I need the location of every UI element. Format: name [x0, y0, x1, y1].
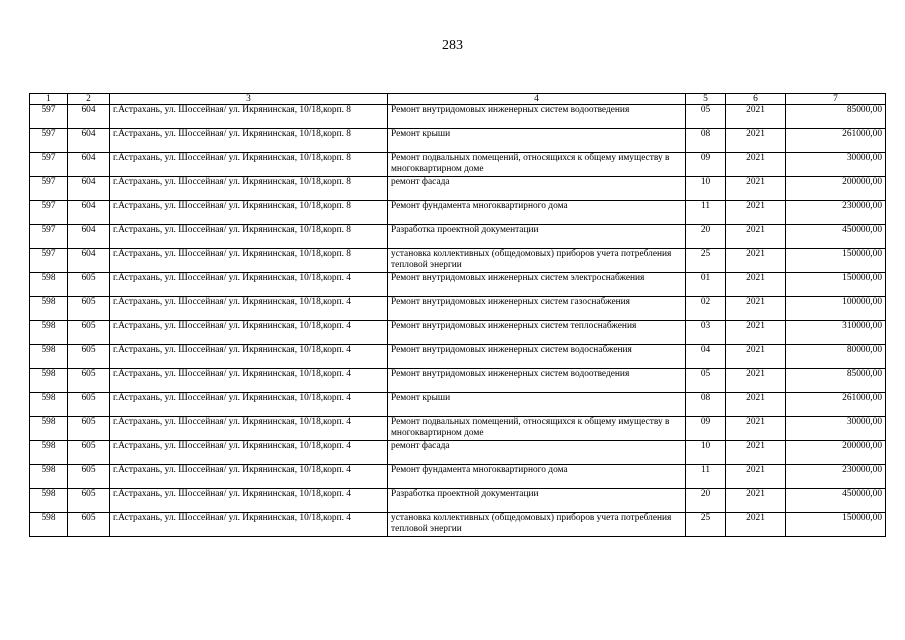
work-type-cell: Ремонт крыши: [388, 393, 686, 417]
cost-cell: 80000,00: [786, 345, 886, 369]
record-number: 597: [30, 105, 68, 129]
year-cell: 2021: [726, 369, 786, 393]
year-cell: 2021: [726, 417, 786, 441]
record-number: 598: [30, 345, 68, 369]
table-row: [30, 249, 886, 273]
address-cell: г.Астрахань, ул. Шоссейная/ ул. Икрянинская, 10/18,корп. 4: [110, 369, 388, 393]
work-code: 25: [686, 249, 726, 273]
work-code: 09: [686, 153, 726, 177]
year-cell: 2021: [726, 321, 786, 345]
work-code: 25: [686, 513, 726, 537]
work-type-cell: Ремонт фундамента многоквартирного дома: [388, 201, 686, 225]
work-code: 02: [686, 297, 726, 321]
cost-cell: 261000,00: [786, 129, 886, 153]
year-cell: 2021: [726, 273, 786, 297]
address-cell: г.Астрахань, ул. Шоссейная/ ул. Икрянинская, 10/18,корп. 8: [110, 105, 388, 129]
work-code: 04: [686, 345, 726, 369]
work-type-cell: ремонт фасада: [388, 177, 686, 201]
object-number: 605: [68, 321, 110, 345]
cost-cell: 85000,00: [786, 105, 886, 129]
object-number: 604: [68, 249, 110, 273]
table-row: [30, 297, 886, 321]
work-type-cell: Разработка проектной документации: [388, 489, 686, 513]
object-number: 605: [68, 273, 110, 297]
record-number: 597: [30, 249, 68, 273]
table-row: [30, 321, 886, 345]
record-number: 598: [30, 465, 68, 489]
work-code: 08: [686, 393, 726, 417]
record-number: 597: [30, 201, 68, 225]
table-row: [30, 129, 886, 153]
table-row: [30, 345, 886, 369]
record-number: 598: [30, 441, 68, 465]
cost-cell: 450000,00: [786, 225, 886, 249]
col-7-header: 7: [786, 94, 886, 105]
col-2-header: 2: [68, 94, 110, 105]
record-number: 597: [30, 177, 68, 201]
year-cell: 2021: [726, 177, 786, 201]
address-cell: г.Астрахань, ул. Шоссейная/ ул. Икрянинская, 10/18,корп. 8: [110, 249, 388, 273]
table-row: [30, 441, 886, 465]
cost-cell: 150000,00: [786, 513, 886, 537]
work-code: 11: [686, 201, 726, 225]
cost-cell: 450000,00: [786, 489, 886, 513]
year-cell: 2021: [726, 489, 786, 513]
cost-cell: 100000,00: [786, 297, 886, 321]
work-code: 05: [686, 105, 726, 129]
table-row: [30, 513, 886, 537]
work-type-cell: установка коллективных (общедомовых) приборов учета потребления тепловой энергии: [388, 249, 686, 273]
object-number: 605: [68, 345, 110, 369]
cost-cell: 30000,00: [786, 417, 886, 441]
work-code: 20: [686, 489, 726, 513]
address-cell: г.Астрахань, ул. Шоссейная/ ул. Икрянинская, 10/18,корп. 4: [110, 441, 388, 465]
address-cell: г.Астрахань, ул. Шоссейная/ ул. Икрянинская, 10/18,корп. 4: [110, 393, 388, 417]
address-cell: г.Астрахань, ул. Шоссейная/ ул. Икрянинская, 10/18,корп. 4: [110, 321, 388, 345]
record-number: 597: [30, 225, 68, 249]
object-number: 605: [68, 297, 110, 321]
cost-cell: 150000,00: [786, 249, 886, 273]
object-number: 605: [68, 369, 110, 393]
object-number: 604: [68, 201, 110, 225]
repair-plan-table: [29, 93, 886, 537]
address-cell: г.Астрахань, ул. Шоссейная/ ул. Икрянинская, 10/18,корп. 8: [110, 225, 388, 249]
cost-cell: 230000,00: [786, 201, 886, 225]
year-cell: 2021: [726, 249, 786, 273]
year-cell: 2021: [726, 105, 786, 129]
header-row: [30, 94, 886, 105]
record-number: 598: [30, 297, 68, 321]
cost-cell: 30000,00: [786, 153, 886, 177]
object-number: 604: [68, 129, 110, 153]
table-row: [30, 369, 886, 393]
year-cell: 2021: [726, 513, 786, 537]
table-row: [30, 201, 886, 225]
address-cell: г.Астрахань, ул. Шоссейная/ ул. Икрянинская, 10/18,корп. 8: [110, 129, 388, 153]
year-cell: 2021: [726, 393, 786, 417]
record-number: 598: [30, 393, 68, 417]
object-number: 604: [68, 153, 110, 177]
table-row: [30, 417, 886, 441]
table-row: [30, 273, 886, 297]
table-row: [30, 153, 886, 177]
object-number: 604: [68, 177, 110, 201]
table-row: [30, 177, 886, 201]
address-cell: г.Астрахань, ул. Шоссейная/ ул. Икрянинская, 10/18,корп. 4: [110, 297, 388, 321]
work-code: 09: [686, 417, 726, 441]
work-type-cell: Ремонт внутридомовых инженерных систем водоотведения: [388, 369, 686, 393]
record-number: 598: [30, 489, 68, 513]
work-code: 03: [686, 321, 726, 345]
record-number: 597: [30, 153, 68, 177]
cost-cell: 200000,00: [786, 441, 886, 465]
cost-cell: 85000,00: [786, 369, 886, 393]
object-number: 605: [68, 465, 110, 489]
object-number: 604: [68, 225, 110, 249]
table-body: [30, 105, 886, 537]
table-row: [30, 393, 886, 417]
address-cell: г.Астрахань, ул. Шоссейная/ ул. Икрянинская, 10/18,корп. 4: [110, 273, 388, 297]
table-row: [30, 465, 886, 489]
cost-cell: 261000,00: [786, 393, 886, 417]
cost-cell: 310000,00: [786, 321, 886, 345]
col-6-header: 6: [726, 94, 786, 105]
work-code: 10: [686, 441, 726, 465]
object-number: 605: [68, 489, 110, 513]
record-number: 597: [30, 129, 68, 153]
address-cell: г.Астрахань, ул. Шоссейная/ ул. Икрянинская, 10/18,корп. 8: [110, 153, 388, 177]
table-row: [30, 489, 886, 513]
address-cell: г.Астрахань, ул. Шоссейная/ ул. Икрянинская, 10/18,корп. 4: [110, 465, 388, 489]
year-cell: 2021: [726, 297, 786, 321]
cost-cell: 200000,00: [786, 177, 886, 201]
work-type-cell: Ремонт внутридомовых инженерных систем газоснабжения: [388, 297, 686, 321]
work-type-cell: Ремонт внутридомовых инженерных систем водоотведения: [388, 105, 686, 129]
address-cell: г.Астрахань, ул. Шоссейная/ ул. Икрянинская, 10/18,корп. 4: [110, 513, 388, 537]
col-5-header: 5: [686, 94, 726, 105]
year-cell: 2021: [726, 465, 786, 489]
record-number: 598: [30, 513, 68, 537]
work-code: 01: [686, 273, 726, 297]
col-4-header: 4: [388, 94, 686, 105]
work-type-cell: Ремонт внутридомовых инженерных систем электроснабжения: [388, 273, 686, 297]
year-cell: 2021: [726, 441, 786, 465]
work-code: 05: [686, 369, 726, 393]
table-row: [30, 105, 886, 129]
address-cell: г.Астрахань, ул. Шоссейная/ ул. Икрянинская, 10/18,корп. 4: [110, 417, 388, 441]
work-type-cell: Ремонт подвальных помещений, относящихся к общему имуществу в многоквартирном доме: [388, 153, 686, 177]
year-cell: 2021: [726, 225, 786, 249]
table-row: [30, 225, 886, 249]
work-type-cell: Ремонт внутридомовых инженерных систем водоснабжения: [388, 345, 686, 369]
col-1-header: 1: [30, 94, 68, 105]
work-code: 20: [686, 225, 726, 249]
year-cell: 2021: [726, 153, 786, 177]
work-type-cell: Ремонт крыши: [388, 129, 686, 153]
address-cell: г.Астрахань, ул. Шоссейная/ ул. Икрянинская, 10/18,корп. 4: [110, 489, 388, 513]
object-number: 605: [68, 441, 110, 465]
record-number: 598: [30, 321, 68, 345]
work-type-cell: ремонт фасада: [388, 441, 686, 465]
page-number: 283: [442, 38, 463, 53]
work-code: 10: [686, 177, 726, 201]
col-3-header: 3: [110, 94, 388, 105]
work-code: 08: [686, 129, 726, 153]
year-cell: 2021: [726, 201, 786, 225]
object-number: 605: [68, 417, 110, 441]
year-cell: 2021: [726, 129, 786, 153]
work-type-cell: Разработка проектной документации: [388, 225, 686, 249]
work-type-cell: Ремонт фундамента многоквартирного дома: [388, 465, 686, 489]
object-number: 605: [68, 393, 110, 417]
address-cell: г.Астрахань, ул. Шоссейная/ ул. Икрянинская, 10/18,корп. 8: [110, 201, 388, 225]
cost-cell: 150000,00: [786, 273, 886, 297]
record-number: 598: [30, 369, 68, 393]
record-number: 598: [30, 417, 68, 441]
year-cell: 2021: [726, 345, 786, 369]
address-cell: г.Астрахань, ул. Шоссейная/ ул. Икрянинская, 10/18,корп. 8: [110, 177, 388, 201]
address-cell: г.Астрахань, ул. Шоссейная/ ул. Икрянинская, 10/18,корп. 4: [110, 345, 388, 369]
work-code: 11: [686, 465, 726, 489]
object-number: 605: [68, 513, 110, 537]
work-type-cell: Ремонт подвальных помещений, относящихся к общему имуществу в многоквартирном доме: [388, 417, 686, 441]
object-number: 604: [68, 105, 110, 129]
record-number: 598: [30, 273, 68, 297]
work-type-cell: Ремонт внутридомовых инженерных систем теплоснабжения: [388, 321, 686, 345]
cost-cell: 230000,00: [786, 465, 886, 489]
work-type-cell: установка коллективных (общедомовых) приборов учета потребления тепловой энергии: [388, 513, 686, 537]
